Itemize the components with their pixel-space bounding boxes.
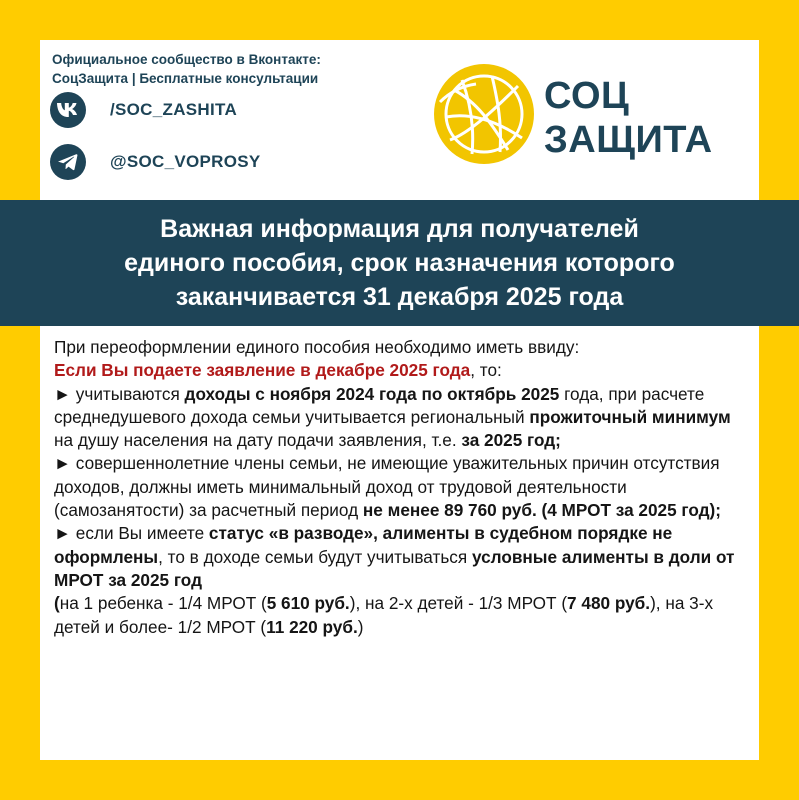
alimony-two-children-value: 7 480 руб. (567, 593, 651, 614)
paren-close: ) (357, 616, 364, 637)
bullet-min-income (54, 452, 754, 522)
alimony-one-child-value: 5 610 руб. (266, 593, 350, 614)
income-period: доходы с ноября 2024 года по октябрь 2025 (184, 383, 560, 404)
living-minimum-year: за 2025 год; (461, 430, 561, 451)
alimony-three-children: ), на 3-х детей и более- 1/2 МРОТ ( (54, 593, 714, 637)
content-card (40, 326, 759, 760)
vk-handle: /SOC_ZASHITA (110, 100, 238, 119)
title-line3: заканчивается 31 декабря 2025 года (175, 283, 624, 311)
alimony-two-children: ), на 2-х детей - 1/3 МРОТ ( (349, 593, 568, 614)
vk-link[interactable] (50, 92, 237, 128)
soc-zashita-logo (432, 62, 732, 182)
bullet-alimony (54, 522, 754, 592)
intro-paragraph: При переоформлении единого пособия необходимо иметь ввиду: (54, 337, 580, 357)
alimony-three-children-value: 11 220 руб. (266, 616, 358, 637)
condition-paragraph (54, 359, 754, 382)
bullet-prefix: ► учитываются (54, 383, 185, 404)
paren-open: ( (54, 593, 60, 614)
alimony-one-child: на 1 ребенка - 1/4 МРОТ ( (59, 593, 267, 614)
globe-logo-icon (432, 62, 536, 166)
bullet-text: года, при расчете среднедушевого дохода семьи учитывается региональный (54, 383, 705, 427)
min-income-amount: не менее 89 760 руб. (4 МРОТ за 2025 год); (362, 500, 721, 521)
condition-tail: , то: (470, 360, 502, 381)
logo-text (544, 74, 713, 162)
title-line1: Важная информация для получателей (160, 215, 639, 243)
community-line1: Официальное сообщество в Вконтакте: (52, 52, 321, 67)
living-minimum: прожиточный минимум (529, 406, 731, 427)
logo-line2: ЗАЩИТА (544, 119, 713, 161)
header-card (40, 40, 759, 200)
bullet-income-period (54, 383, 754, 453)
bullet-text: ► совершеннолетние члены семьи, не имеющие уважительных причин отсутствия доходов, должны иметь минимальный доход от трудовой деятельности (самозанятости) за расчетный период (54, 453, 720, 521)
title-banner (0, 200, 799, 326)
conditional-alimony: условные алименты в доли от МРОТ за 2025 год (54, 546, 735, 590)
telegram-link[interactable] (50, 144, 261, 180)
community-caption (52, 50, 321, 88)
alimony-amounts (54, 592, 754, 639)
community-line2: СоцЗащита | Бесплатные консультации (52, 71, 319, 86)
logo-line1: СОЦ (544, 75, 630, 117)
page-title (30, 212, 770, 314)
bullet-text: на душу населения на дату подачи заявления, т.е. (54, 430, 462, 451)
telegram-icon (50, 144, 86, 180)
bullet-text: , то в доходе семьи будут учитываться (158, 546, 472, 567)
vk-icon (50, 92, 86, 128)
bullet-prefix: ► если Вы имеете (54, 523, 209, 544)
divorce-status: статус «в разводе», алименты в судебном порядке не оформлены (54, 523, 673, 567)
telegram-handle: @SOC_VOPROSY (110, 152, 261, 171)
content-text (54, 336, 754, 639)
condition-highlight: Если Вы подаете заявление в декабре 2025 года (54, 360, 471, 381)
title-line2: единого пособия, срок назначения которого (124, 249, 675, 277)
